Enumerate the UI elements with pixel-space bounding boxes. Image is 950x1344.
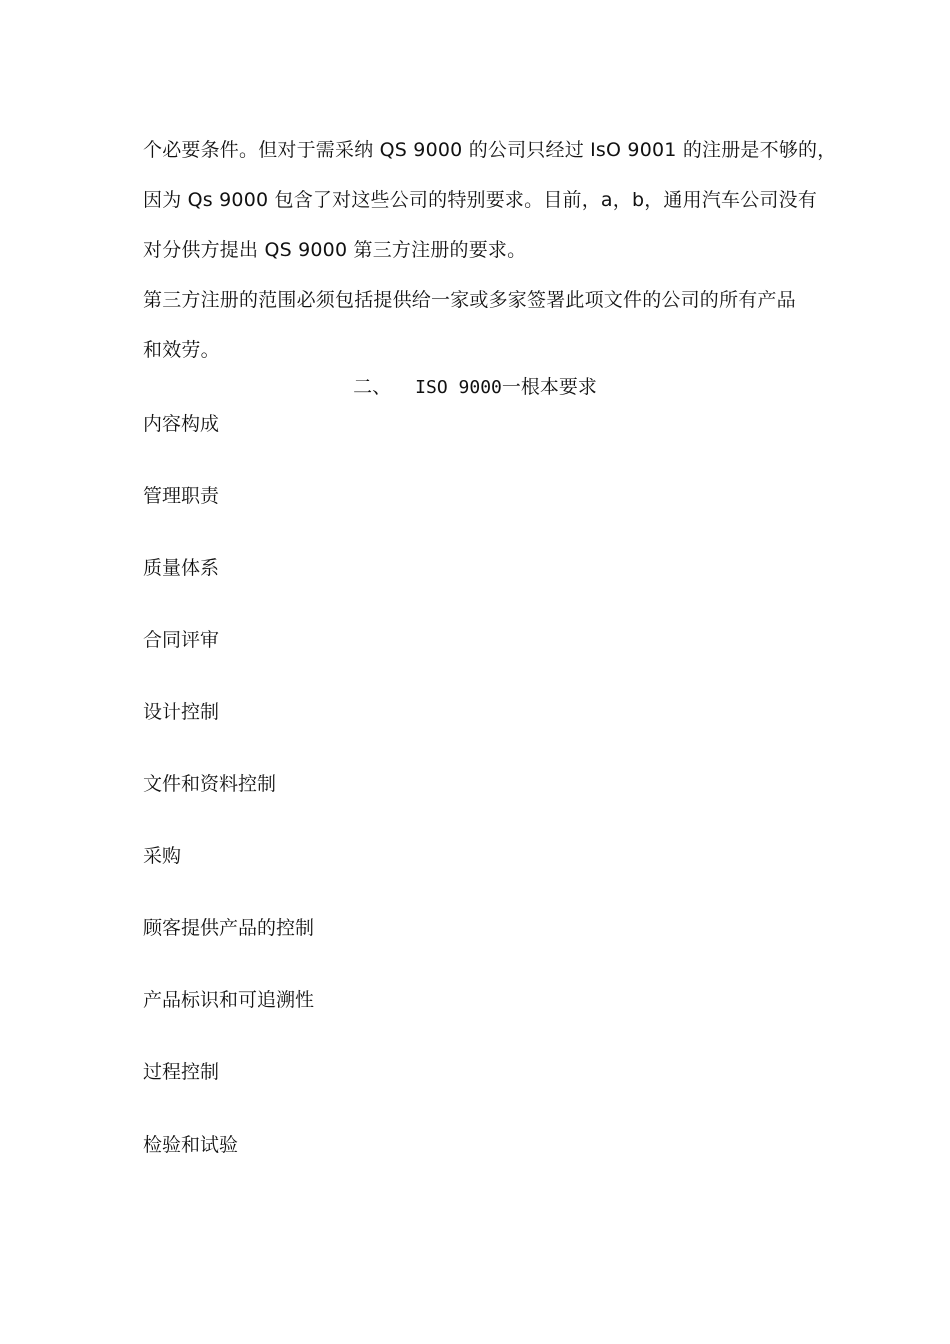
requirement-item: 产品标识和可追溯性 (143, 989, 315, 1011)
section-number: 二、 (353, 376, 392, 398)
section-heading (0, 374, 950, 401)
requirement-item: 过程控制 (143, 1061, 220, 1083)
requirement-item: 合同评审 (143, 629, 220, 651)
paragraph-line: 第三方注册的范围必须包括提供给一家或多家签署此项文件的公司的所有产品 (143, 289, 796, 311)
requirement-item: 质量体系 (143, 557, 220, 579)
section-code: ISO 9000 (415, 377, 502, 398)
section-title: 一根本要求 (501, 376, 597, 398)
requirement-item: 设计控制 (143, 701, 220, 723)
paragraph-line: 对分供方提出 QS 9000 第三方注册的要求。 (143, 239, 527, 261)
requirement-item: 顾客提供产品的控制 (143, 917, 315, 939)
requirement-item: 内容构成 (143, 413, 220, 435)
requirement-item: 采购 (143, 845, 182, 867)
requirement-item: 管理职责 (143, 485, 220, 507)
paragraph-line: 个必要条件。但对于需采纳 QS 9000 的公司只经过 IsO 9001 的注册是不够的， (143, 139, 837, 161)
paragraph-line: 和效劳。 (143, 339, 220, 361)
paragraph-line: 因为 Qs 9000 包含了对这些公司的特别要求。目前，a，b，通用汽车公司没有 (143, 189, 818, 211)
requirement-item: 检验和试验 (143, 1134, 239, 1156)
requirement-item: 文件和资料控制 (143, 773, 277, 795)
